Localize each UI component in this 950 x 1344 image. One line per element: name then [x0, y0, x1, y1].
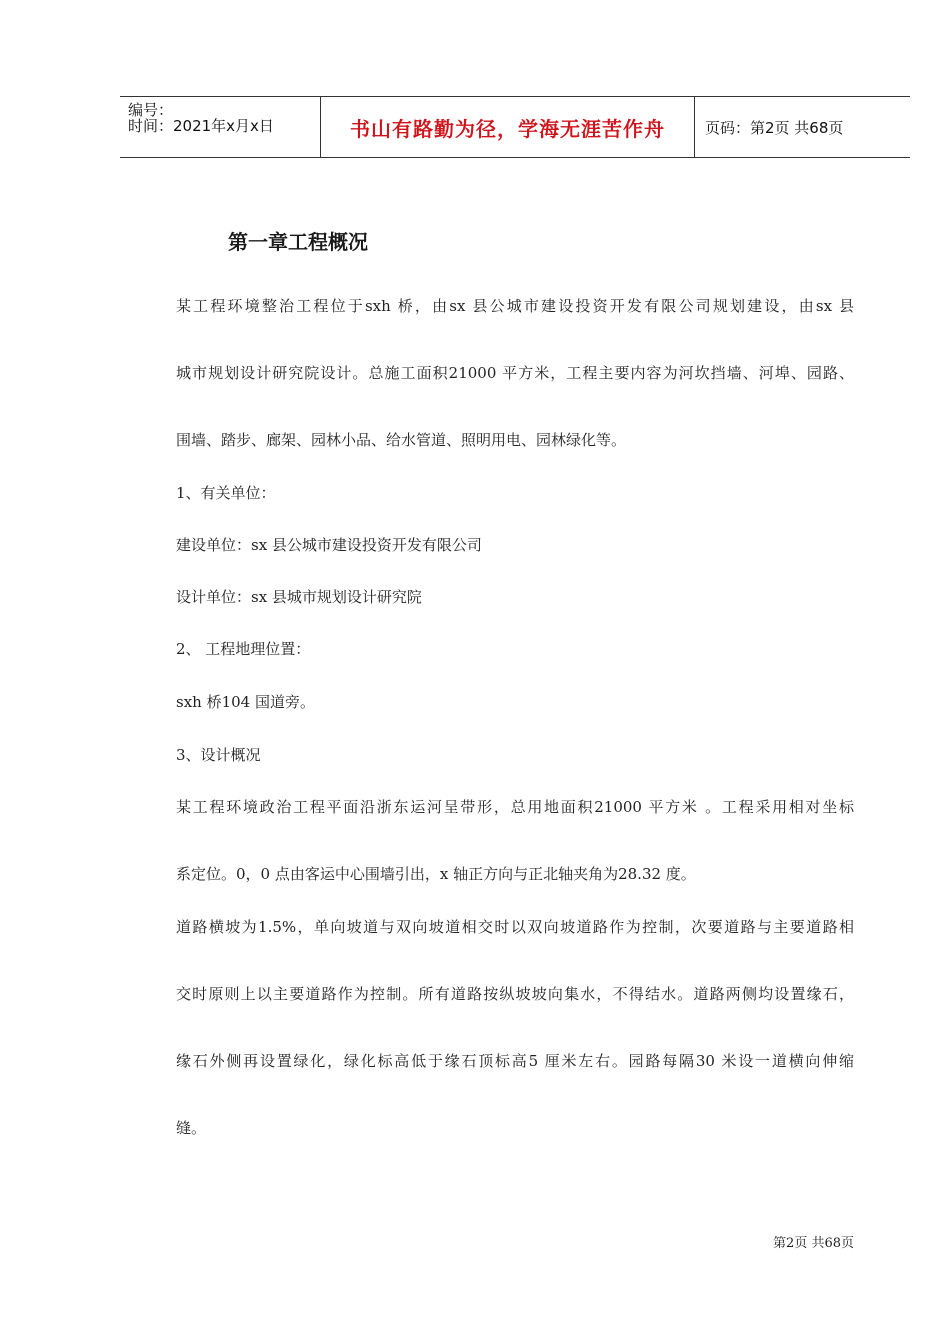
paragraph-line: 系定位。0，0 点由客运中心围墙引出，x 轴正方向与正北轴夹角为28.32 度。 — [176, 865, 696, 883]
motto-text: 书山有路勤为径，学海无涯苦作舟 — [350, 116, 665, 141]
paragraph-line: 设计单位：sx 县城市规划设计研究院 — [176, 588, 422, 606]
chapter-title: 第一章工程概况 — [228, 230, 368, 254]
header-meta-cell — [120, 97, 321, 157]
section-heading: 1、有关单位： — [176, 484, 276, 502]
header-motto-cell — [321, 97, 695, 157]
paragraph-line: 缝。 — [176, 1119, 207, 1137]
number-label: 编号： — [128, 101, 174, 119]
paragraph-line: 交时原则上以主要道路作为控制。所有道路按纵坡坡向集水，不得结水。道路两侧均设置缘石， — [176, 985, 854, 1003]
time-label: 时间：2021年x月x日 — [128, 117, 274, 135]
paragraph-line: 围墙、踏步、廊架、园林小品、给水管道、照明用电、园林绿化等。 — [176, 431, 627, 449]
section-heading: 3、设计概况 — [176, 746, 261, 764]
paragraph-line: sxh 桥104 国道旁。 — [176, 693, 315, 711]
paragraph-line: 缘石外侧再设置绿化，绿化标高低于缘石顶标高5 厘米左右。园路每隔30 米设一道横向伸缩 — [176, 1052, 854, 1070]
paragraph-line: 某工程环境整治工程位于sxh 桥，由sx 县公城市建设投资开发有限公司规划建设，由sx 县 — [176, 297, 854, 315]
page-footer: 第2页 共68页 — [773, 1236, 854, 1251]
paragraph-line: 建设单位：sx 县公城市建设投资开发有限公司 — [176, 536, 482, 554]
header-page-cell — [695, 97, 910, 157]
section-heading: 2、 工程地理位置： — [176, 640, 311, 658]
paragraph-line: 道路横坡为1.5%，单向坡道与双向坡道相交时以双向坡道路作为控制，次要道路与主要道路相 — [176, 918, 854, 936]
paragraph-line: 城市规划设计研究院设计。总施工面积21000 平方米，工程主要内容为河坎挡墙、河埠、园路、 — [176, 364, 854, 382]
page-header — [120, 96, 910, 158]
paragraph-line: 某工程环境政治工程平面沿浙东运河呈带形，总用地面积21000 平方米 。工程采用相对坐标 — [176, 798, 854, 816]
page-number-label: 页码：第2页 共68页 — [705, 118, 844, 137]
